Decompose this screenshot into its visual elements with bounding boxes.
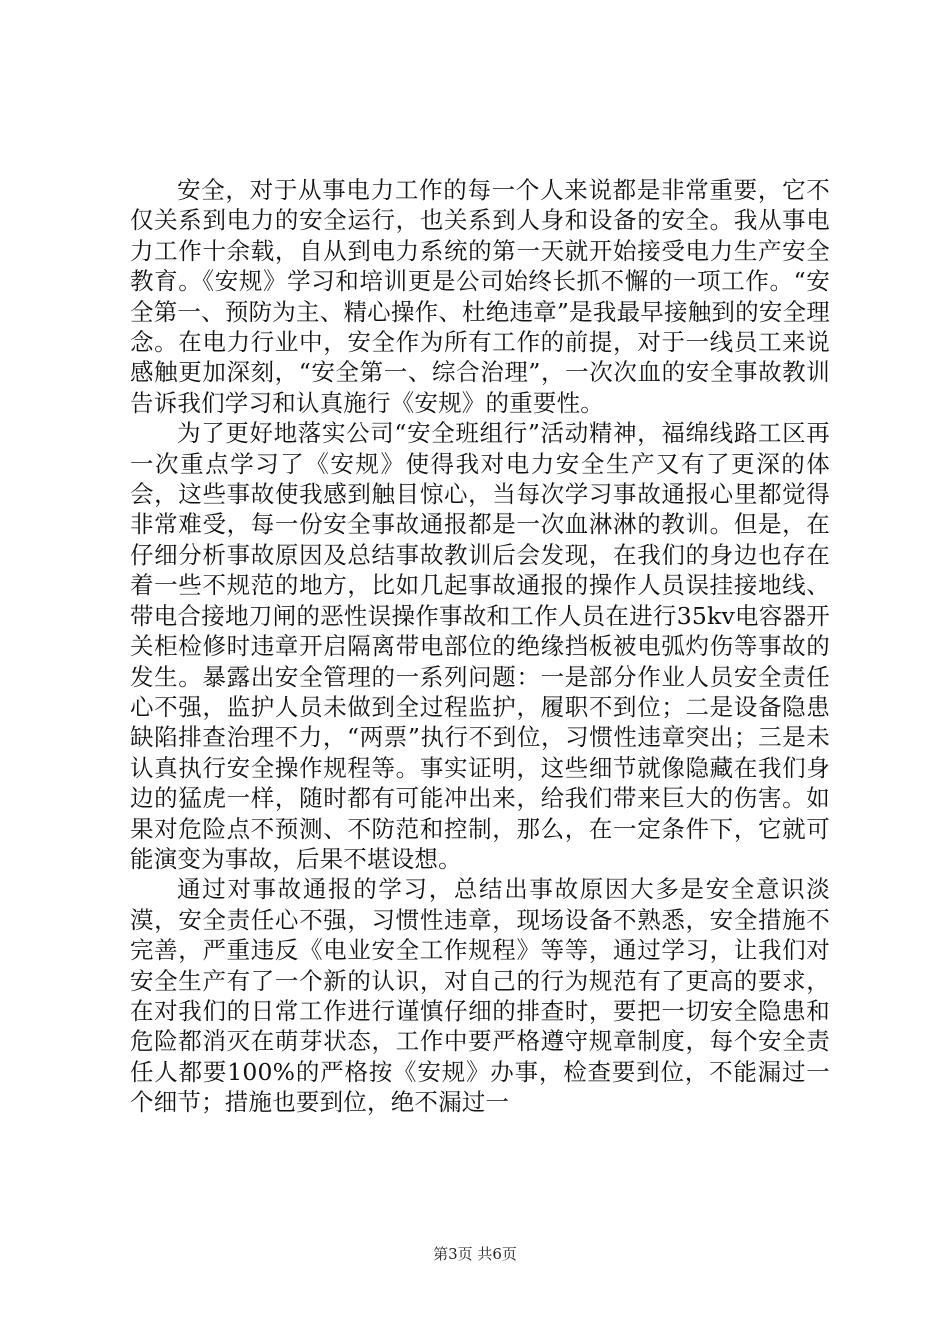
page-number-label: 第3页 共6页 [433, 1245, 517, 1263]
document-body [130, 175, 830, 1118]
paragraph-3: 通过对事故通报的学习，总结出事故原因大多是安全意识淡漠，安全责任心不强，习惯性违章，现场设备不熟悉，安全措施不完善，严重违反《电业安全工作规程》等等，通过学习，让我们对安全生产有了一个新的认识，对自己的行为规范有了更高的要求，在对我们的日常工作进行谨慎仔细的排查时，要把一切安全隐患和危险都消灭在萌芽状态，工作中要严格遵守规章制度，每个安全责任人都要100%的严格按《安规》办事，检查要到位，不能漏过一个细节；措施也要到位，绝不漏过一 [130, 875, 830, 1117]
paragraph-2: 为了更好地落实公司“安全班组行”活动精神，福绵线路工区再一次重点学习了《安规》使得我对电力安全生产又有了更深的体会，这些事故使我感到触目惊心，当每次学习事故通报心里都觉得非常难受，每一份安全事故通报都是一次血淋淋的教训。但是，在仔细分析事故原因及总结事故教训后会发现，在我们的身边也存在着一些不规范的地方，比如几起事故通报的操作人员误挂接地线、带电合接地刀闸的恶性误操作事故和工作人员在进行35kv电容器开关柜检修时违章开启隔离带电部位的绝缘挡板被电弧灼伤等事故的发生。暴露出安全管理的一系列问题：一是部分作业人员安全责任心不强，监护人员未做到全过程监护，履职不到位；二是设备隐患缺陷排查治理不力，“两票”执行不到位，习惯性违章突出；三是未认真执行安全操作规程等。事实证明，这些细节就像隐藏在我们身边的猛虎一样，随时都有可能冲出来，给我们带来巨大的伤害。如果对危险点不预测、不防范和控制，那么，在一定条件下，它就可能演变为事故，后果不堪设想。 [130, 419, 830, 873]
paragraph-1: 安全，对于从事电力工作的每一个人来说都是非常重要，它不仅关系到电力的安全运行，也关系到人身和设备的安全。我从事电力工作十余载，自从到电力系统的第一天就开始接受电力生产安全教育。《安规》学习和培训更是公司始终长抓不懈的一项工作。“安全第一、预防为主、精心操作、杜绝违章”是我最早接触到的安全理念。在电力行业中，安全作为所有工作的前提，对于一线员工来说感触更加深刻，“安全第一、综合治理”，一次次血的安全事故教训告诉我们学习和认真施行《安规》的重要性。 [130, 176, 830, 417]
page-footer [0, 1244, 950, 1264]
